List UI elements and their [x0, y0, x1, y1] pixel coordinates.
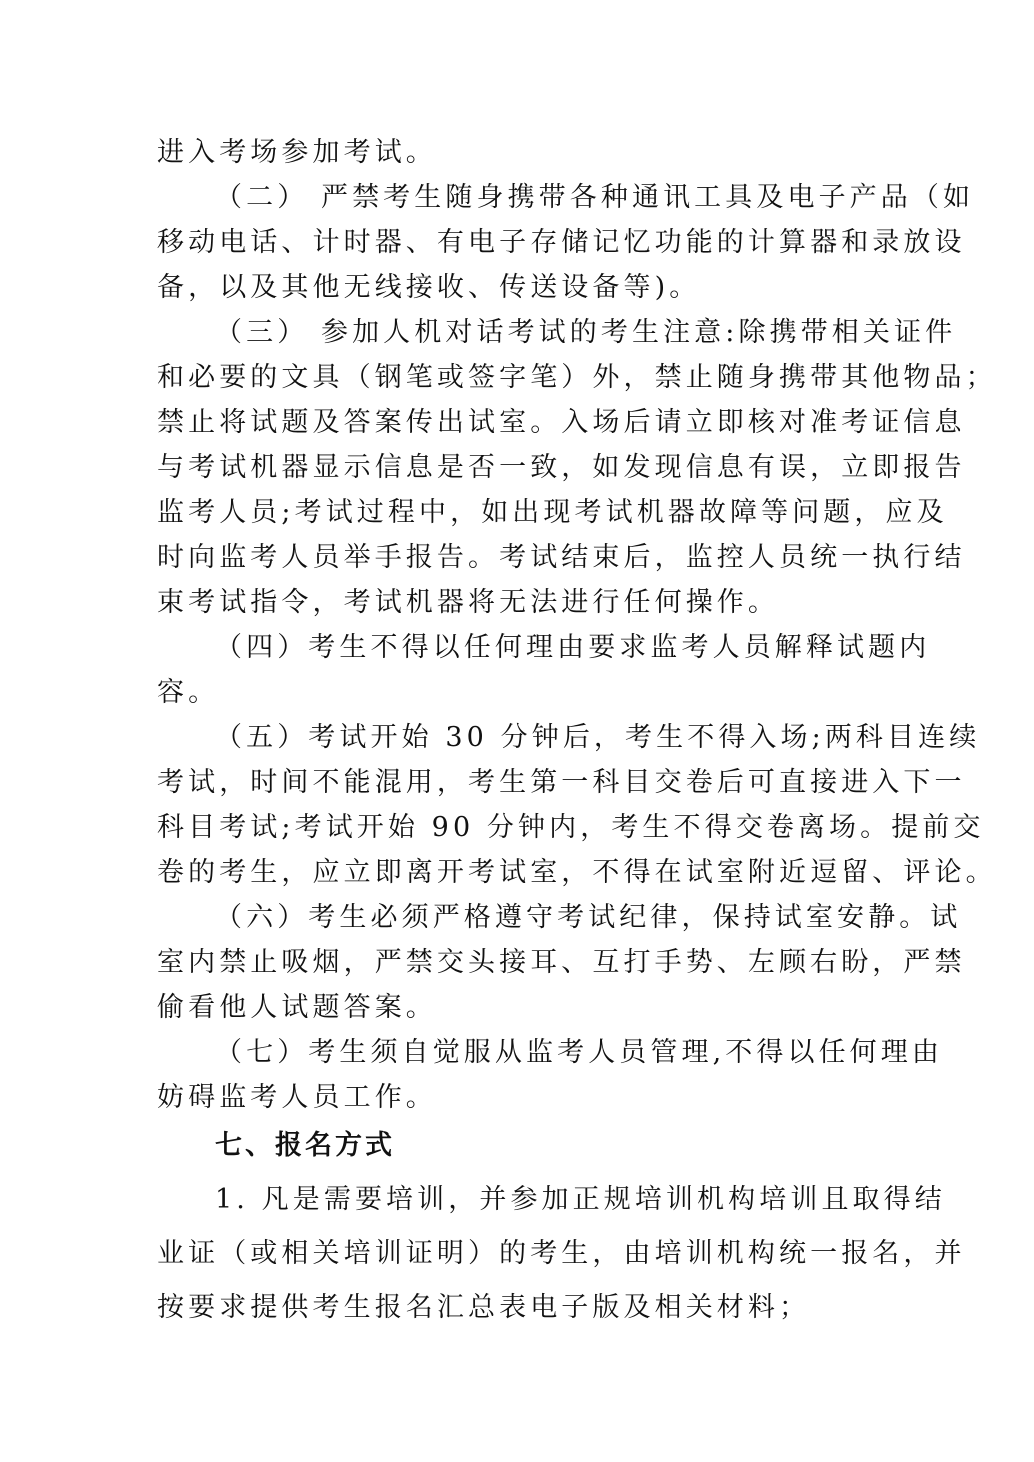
section-heading: 七、报名方式 — [215, 1130, 395, 1161]
text-line: 时向监考人员举手报告。考试结束后，监控人员统一执行结 — [157, 542, 966, 573]
text-line: 移动电话、计时器、有电子存储记忆功能的计算器和录放设 — [157, 227, 966, 258]
text-line: 考试，时间不能混用，考生第一科目交卷后可直接进入下一 — [157, 767, 966, 798]
text-line: （四）考生不得以任何理由要求监考人员解释试题内 — [215, 632, 931, 663]
text-line: 妨碍监考人员工作。 — [157, 1082, 437, 1113]
text-line: 监考人员;考试过程中，如出现考试机器故障等问题，应及 — [157, 497, 948, 528]
text-line: 禁止将试题及答案传出试室。入场后请立即核对准考证信息 — [157, 407, 966, 438]
text-line: （五）考试开始 30 分钟后，考生不得入场;两科目连续 — [215, 722, 981, 753]
text-line: 业证（或相关培训证明）的考生，由培训机构统一报名，并 — [157, 1238, 966, 1269]
text-line: 备，以及其他无线接收、传送设备等)。 — [157, 272, 701, 303]
text-line: 与考试机器显示信息是否一致，如发现信息有误，立即报告 — [157, 452, 966, 483]
text-line: 和必要的文具（钢笔或签字笔）外，禁止随身携带其他物品； — [157, 362, 997, 393]
text-line: 1. 凡是需要培训，并参加正规培训机构培训且取得结 — [215, 1184, 946, 1215]
text-line: （六）考生必须严格遵守考试纪律，保持试室安静。试 — [215, 902, 962, 933]
text-line: （二） 严禁考生随身携带各种通讯工具及电子产品（如 — [215, 182, 975, 213]
text-line: 卷的考生，应立即离开考试室，不得在试室附近逗留、评论。 — [157, 857, 997, 888]
text-line: （三） 参加人机对话考试的考生注意:除携带相关证件 — [215, 317, 957, 348]
text-line: 偷看他人试题答案。 — [157, 992, 437, 1023]
text-line: 室内禁止吸烟，严禁交头接耳、互打手势、左顾右盼，严禁 — [157, 947, 966, 978]
text-line: 进入考场参加考试。 — [157, 137, 437, 168]
text-line: 科目考试;考试开始 90 分钟内，考生不得交卷离场。提前交 — [157, 812, 985, 843]
text-line: 按要求提供考生报名汇总表电子版及相关材料； — [157, 1292, 811, 1323]
text-line: 束考试指令，考试机器将无法进行任何操作。 — [157, 587, 779, 618]
text-line: （七）考生须自觉服从监考人员管理,不得以任何理由 — [215, 1037, 943, 1068]
text-line: 容。 — [157, 677, 220, 708]
